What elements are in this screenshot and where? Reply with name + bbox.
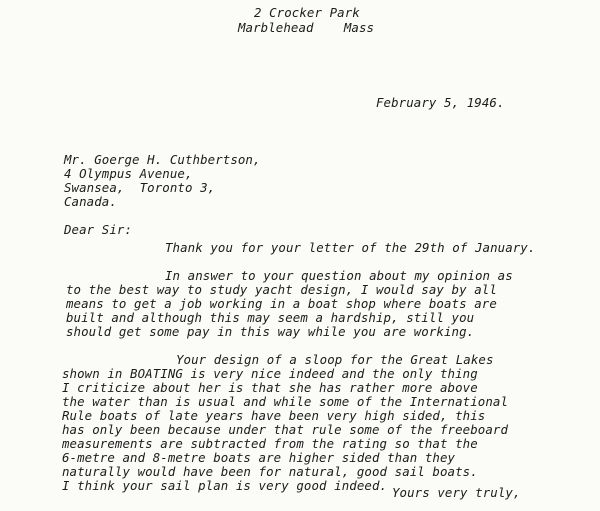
letter-date: February 5, 1946. <box>376 95 505 110</box>
paragraph-2-line-2: to the best way to study yacht design, I would say by all <box>66 282 497 297</box>
recipient-street: 4 Olympus Avenue, <box>64 166 193 181</box>
paragraph-3-line-6: has only been because under that rule some of the freeboard <box>62 422 509 437</box>
paragraph-2-line-5: should get some pay in this way while you are working. <box>66 324 475 339</box>
paragraph-2-line-1: In answer to your question about my opinion as <box>165 268 513 283</box>
paragraph-3-line-9: naturally would have been for natural, good sail boats. <box>62 464 478 479</box>
paragraph-3-line-10: I think your sail plan is very good indeed. <box>62 478 388 493</box>
paragraph-3-line-7: measurements are subtracted from the rating so that the <box>62 436 478 451</box>
salutation: Dear Sir: <box>64 222 133 237</box>
paragraph-2-line-4: built and although this may seem a hardship, still you <box>66 310 475 325</box>
paragraph-1: Thank you for your letter of the 29th of January. <box>165 240 536 255</box>
paragraph-2-line-3: means to get a job working in a boat shop where boats are <box>66 296 497 311</box>
return-address-line-1: 2 Crocker Park <box>254 5 360 20</box>
paragraph-3-line-5: Rule boats of late years have been very high sided, this <box>62 408 486 423</box>
paragraph-3-line-2: shown in BOATING is very nice indeed and the only thing <box>62 366 478 381</box>
return-address-line-2: Marblehead Mass <box>238 20 375 35</box>
recipient-name: Mr. Goerge H. Cuthbertson, <box>64 152 261 167</box>
recipient-country: Canada. <box>64 194 117 209</box>
paragraph-3-line-8: 6-metre and 8-metre boats are higher sided than they <box>62 450 456 465</box>
recipient-city: Swansea, Toronto 3, <box>64 180 216 195</box>
paragraph-3-line-1: Your design of a sloop for the Great Lakes <box>176 352 494 367</box>
paragraph-3-line-3: I criticize about her is that she has rather more above <box>62 380 478 395</box>
closing: Yours very truly, <box>392 485 521 500</box>
paragraph-3-line-4: the water than is usual and while some of the International <box>62 394 509 409</box>
